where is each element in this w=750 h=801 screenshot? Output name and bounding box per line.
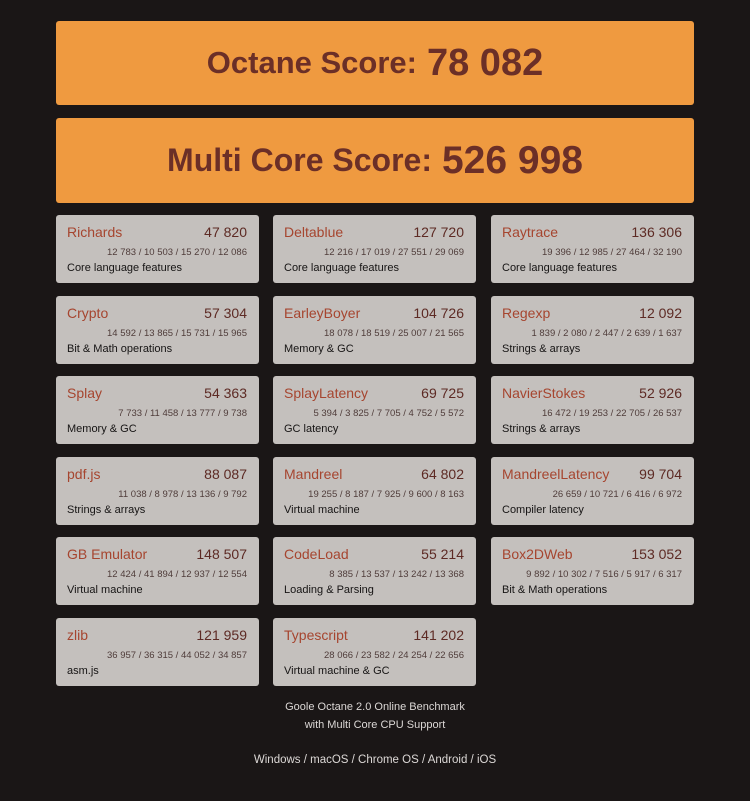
benchmark-card [56,537,259,605]
benchmark-card [491,537,694,605]
benchmark-header [502,466,682,484]
benchmark-score: 54 363 [204,385,247,401]
benchmark-category: Memory & GC [67,423,137,435]
octane-score-label: Octane Score: [206,45,417,80]
benchmark-card [491,376,694,444]
benchmark-run-scores: 12 216 / 17 019 / 27 551 / 29 069 [324,247,464,258]
benchmark-score: 64 802 [421,466,464,482]
benchmark-card [491,215,694,283]
benchmark-run-scores: 1 839 / 2 080 / 2 447 / 2 639 / 1 637 [531,328,682,339]
benchmark-run-scores: 7 733 / 11 458 / 13 777 / 9 738 [118,408,247,419]
benchmark-category: Virtual machine [284,504,360,516]
benchmark-header [502,546,682,564]
benchmark-run-scores: 19 255 / 8 187 / 7 925 / 9 600 / 8 163 [308,489,464,500]
benchmark-header [67,627,247,645]
benchmark-run-scores: 8 385 / 13 537 / 13 242 / 13 368 [329,569,464,580]
benchmark-header [284,466,464,484]
benchmark-score: 141 202 [413,627,464,643]
benchmark-name: Typescript [284,627,348,643]
benchmark-header [284,305,464,323]
benchmark-category: Core language features [284,262,399,274]
benchmark-card [273,457,476,525]
benchmark-run-scores: 12 424 / 41 894 / 12 937 / 12 554 [107,569,247,580]
footer-subtitle: with Multi Core CPU Support [304,719,446,731]
benchmark-score: 88 087 [204,466,247,482]
benchmark-run-scores: 5 394 / 3 825 / 7 705 / 4 752 / 5 572 [313,408,464,419]
benchmark-score: 104 726 [413,305,464,321]
benchmark-card [273,376,476,444]
benchmark-card [273,537,476,605]
benchmark-score: 99 704 [639,466,682,482]
benchmark-header [284,224,464,242]
benchmark-header [502,385,682,403]
benchmark-card [273,296,476,364]
benchmark-name: Crypto [67,305,109,321]
benchmark-name: Deltablue [284,224,344,240]
benchmark-name: NavierStokes [502,385,586,401]
benchmark-run-scores: 14 592 / 13 865 / 15 731 / 15 965 [107,328,247,339]
benchmark-score: 136 306 [631,224,682,240]
benchmark-category: asm.js [67,665,99,677]
benchmark-score: 121 959 [196,627,247,643]
benchmark-name: Box2DWeb [502,546,573,562]
benchmark-name: Raytrace [502,224,559,240]
benchmark-card [56,296,259,364]
benchmark-header [67,305,247,323]
benchmark-name: Richards [67,224,123,240]
benchmark-run-scores: 26 659 / 10 721 / 6 416 / 6 972 [552,489,682,500]
multi-core-score-label: Multi Core Score: [167,142,432,178]
benchmark-category: Core language features [502,262,617,274]
benchmark-run-scores: 36 957 / 36 315 / 44 052 / 34 857 [107,650,247,661]
octane-score-banner [56,21,694,105]
benchmark-score: 55 214 [421,546,464,562]
benchmark-category: GC latency [284,423,339,435]
benchmark-category: Memory & GC [284,343,354,355]
benchmark-card [56,618,259,686]
multi-core-score-banner [56,118,694,203]
benchmark-run-scores: 19 396 / 12 985 / 27 464 / 32 190 [542,247,682,258]
benchmark-score: 52 926 [639,385,682,401]
benchmark-name: Splay [67,385,103,401]
benchmark-score: 69 725 [421,385,464,401]
benchmark-category: Strings & arrays [502,343,581,355]
footer-platforms: Windows / macOS / Chrome OS / Android / iOS [253,754,497,766]
benchmark-card [56,376,259,444]
multi-core-score-value: 526 998 [441,138,583,182]
benchmark-header [67,546,247,564]
benchmark-run-scores: 12 783 / 10 503 / 15 270 / 12 086 [107,247,247,258]
benchmark-run-scores: 11 038 / 8 978 / 13 136 / 9 792 [118,489,247,500]
octane-score-value: 78 082 [426,41,544,84]
benchmark-header [284,385,464,403]
benchmark-category: Strings & arrays [502,423,581,435]
benchmark-name: pdf.js [67,466,101,482]
benchmark-card [56,215,259,283]
benchmark-name: GB Emulator [67,546,148,562]
benchmark-card [491,296,694,364]
benchmark-header [284,627,464,645]
benchmark-header [284,546,464,564]
benchmark-category: Bit & Math operations [67,343,173,355]
benchmark-score: 153 052 [631,546,682,562]
benchmark-header [67,224,247,242]
benchmark-score: 57 304 [204,305,247,321]
benchmark-name: EarleyBoyer [284,305,361,321]
benchmark-category: Strings & arrays [67,504,146,516]
benchmark-category: Loading & Parsing [284,584,374,596]
benchmark-category: Core language features [67,262,182,274]
benchmark-header [67,466,247,484]
benchmark-name: zlib [67,627,89,643]
benchmark-score: 148 507 [196,546,247,562]
benchmark-name: CodeLoad [284,546,349,562]
benchmark-run-scores: 28 066 / 23 582 / 24 254 / 22 656 [324,650,464,661]
benchmark-header [67,385,247,403]
benchmark-name: Mandreel [284,466,343,482]
benchmark-card [273,618,476,686]
benchmark-name: MandreelLatency [502,466,610,482]
benchmark-header [502,305,682,323]
benchmark-header [502,224,682,242]
benchmark-category: Virtual machine [67,584,143,596]
benchmark-run-scores: 18 078 / 18 519 / 25 007 / 21 565 [324,328,464,339]
benchmark-name: Regexp [502,305,551,321]
benchmark-score: 47 820 [204,224,247,240]
benchmark-category: Bit & Math operations [502,584,608,596]
benchmark-card [491,457,694,525]
benchmark-run-scores: 16 472 / 19 253 / 22 705 / 26 537 [542,408,682,419]
benchmark-category: Virtual machine & GC [284,665,390,677]
benchmark-name: SplayLatency [284,385,369,401]
benchmark-card [56,457,259,525]
benchmark-score: 12 092 [639,305,682,321]
footer-title: Goole Octane 2.0 Online Benchmark [285,701,465,713]
benchmark-category: Compiler latency [502,504,584,516]
benchmark-run-scores: 9 892 / 10 302 / 7 516 / 5 917 / 6 317 [526,569,682,580]
benchmark-card [273,215,476,283]
benchmark-score: 127 720 [413,224,464,240]
